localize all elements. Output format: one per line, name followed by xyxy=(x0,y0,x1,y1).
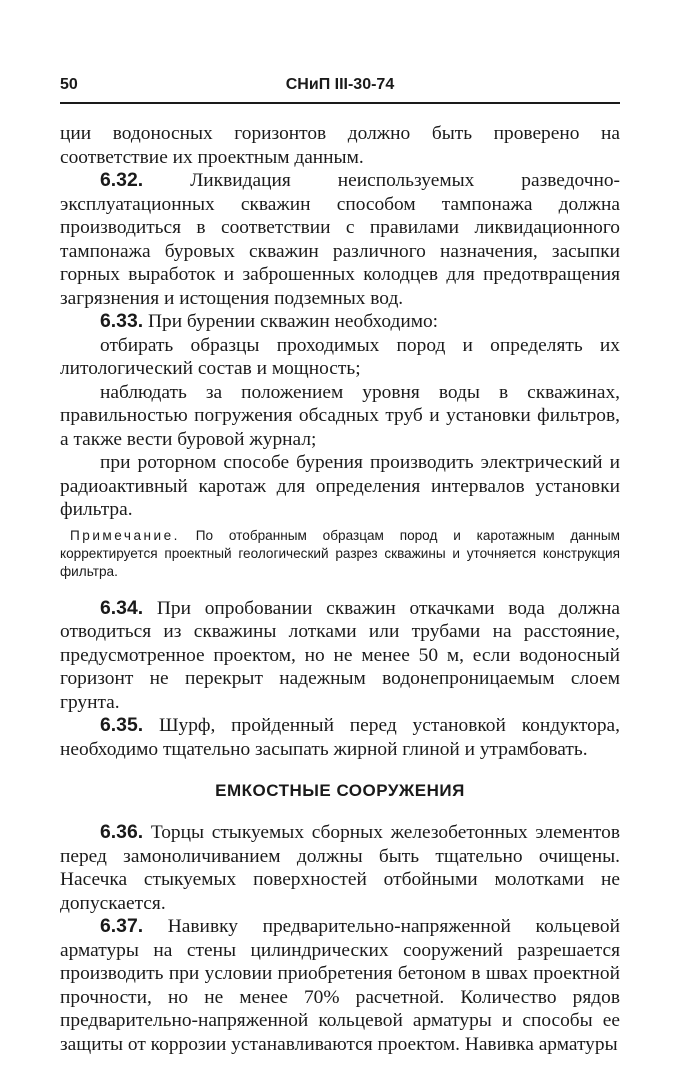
note-label: Примечание. xyxy=(70,527,180,543)
clause-text-6-34: При опробовании скважин откачками вода должна отводиться из скважины лотками или трубами на расстояние, предусмотренное проектом, но не менее 50 м, если водоносный горизонт не перекрыт надежным водонепроницаемым слоем грунта. xyxy=(60,597,620,713)
note-text: По отобранным образцам пород и каротажным данным корректируется проектный геологический разрез скважины и уточняется конструкция фильтра. xyxy=(60,527,620,579)
clause-text-6-36: Торцы стыкуемых сборных железобетонных элементов перед замоноличиванием должны быть тщательно очищены. Насечка стыкуемых поверхностей отбойными молотками не допускается. xyxy=(60,822,620,914)
paragraph-6-37 xyxy=(60,915,620,1056)
running-head xyxy=(60,70,620,98)
clause-text-6-32: Ликвидация неиспользуемых разведочно-эксплуатационных скважин способом тампонажа должна производиться в соответствии с правилами ликвидационного тампонажа буровых скважин различного назначения, засыпки горных выработок и заброшенных колодцев для предотвращения загрязнения и истощения подземных вод. xyxy=(60,170,620,309)
list-item-text-1: отбирать образцы проходимых пород и определять их литологический состав и мощность; xyxy=(60,334,620,379)
page-number: 50 xyxy=(60,76,78,93)
note xyxy=(60,527,620,581)
clause-number-6-35: 6.35. xyxy=(100,714,144,736)
paragraph-6-36 xyxy=(60,821,620,915)
paragraph-6-34 xyxy=(60,597,620,715)
section-heading: ЕМКОСТНЫЕ СООРУЖЕНИЯ xyxy=(215,781,465,800)
clause-text-6-37: Навивку предварительно-напряженной кольцевой арматуры на стены цилиндрических сооружений разрешается производить при условии приобретения бетоном в швах проектной прочности, но не менее 70% расчетной. Количество рядов предварительно-напряженной кольцевой арматуры и способы ее защиты от коррозии устанавливаются проектом. Навивка арматуры xyxy=(60,916,620,1055)
paragraph-continuation-text: ции водоносных горизонтов должно быть проверено на соответствие их проектным данным. xyxy=(60,123,620,168)
clause-number-6-34: 6.34. xyxy=(100,596,144,619)
document-code: СНиП III-30-74 xyxy=(285,76,395,93)
list-item-3 xyxy=(60,451,620,522)
clause-text-6-33: При бурении скважин необходимо: xyxy=(148,311,439,332)
list-item-text-2: наблюдать за положением уровня воды в скважинах, правильностью погружения обсадных труб и установки фильтров, а также вести буровой журнал; xyxy=(60,381,620,450)
list-item-1 xyxy=(60,334,620,381)
header-rule xyxy=(60,102,620,104)
clause-number-6-36: 6.36. xyxy=(100,821,144,843)
clause-text-6-35: Шурф, пройденный перед установкой кондуктора, необходимо тщательно засыпать жирной глиной и утрамбовать. xyxy=(60,715,620,760)
paragraph-continuation xyxy=(60,122,620,169)
document-page xyxy=(60,70,620,1056)
paragraph-6-35 xyxy=(60,714,620,761)
list-item-2 xyxy=(60,381,620,452)
clause-number-6-37: 6.37. xyxy=(100,915,144,937)
paragraph-6-33 xyxy=(60,310,620,334)
paragraph-6-32 xyxy=(60,169,620,310)
clause-number-6-32: 6.32. xyxy=(100,169,144,191)
clause-number-6-33: 6.33. xyxy=(100,310,144,332)
list-item-text-3: при роторном способе бурения производить электрический и радиоактивный каротаж для определения интервалов установки фильтра. xyxy=(60,452,620,520)
